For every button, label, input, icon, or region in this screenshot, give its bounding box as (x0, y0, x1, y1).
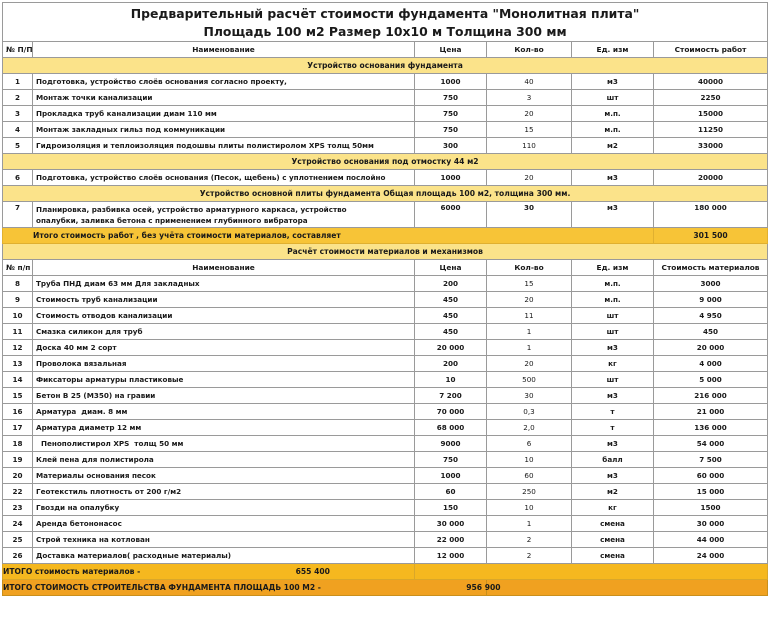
row-price: 750 (415, 122, 487, 138)
row-number: 6 (3, 170, 33, 186)
row-qty: 20 (487, 356, 572, 372)
row-number: 18 (3, 436, 33, 452)
row-qty: 250 (487, 484, 572, 500)
row-name: Доставка материалов( расходные материалы) (33, 548, 415, 564)
row-name-line-1: Планировка, разбивка осей, устройство арматурного каркаса, устройство (36, 204, 347, 214)
row-unit: шт (572, 90, 654, 106)
row-price: 300 (415, 138, 487, 154)
row-name: Монтаж закладных гильз под коммуникации (33, 122, 415, 138)
row-name: Гвозди на опалубку (33, 500, 415, 516)
works-header-row (3, 42, 768, 58)
header-num: № П/П (3, 42, 33, 58)
row-name: Клей пена для полистирола (33, 452, 415, 468)
row-cost: 11250 (654, 122, 768, 138)
table-row (3, 202, 768, 228)
row-price: 10 (415, 372, 487, 388)
header-name: Наименование (33, 42, 415, 58)
row-price: 450 (415, 292, 487, 308)
table-row (3, 420, 768, 436)
row-cost: 180 000 (654, 202, 768, 228)
section-title: Расчёт стоимости материалов и механизмов (3, 244, 768, 260)
table-row (3, 484, 768, 500)
row-price: 750 (415, 452, 487, 468)
header-cost: Стоимость материалов (654, 260, 768, 276)
row-number: 5 (3, 138, 33, 154)
row-cost: 4 000 (654, 356, 768, 372)
table-row (3, 308, 768, 324)
table-row (3, 372, 768, 388)
row-price: 20 000 (415, 340, 487, 356)
row-cost: 3000 (654, 276, 768, 292)
section-row (3, 58, 768, 74)
row-cost: 21 000 (654, 404, 768, 420)
row-number: 23 (3, 500, 33, 516)
row-number: 26 (3, 548, 33, 564)
table-row (3, 452, 768, 468)
section-row (3, 186, 768, 202)
row-qty: 20 (487, 170, 572, 186)
row-cost: 40000 (654, 74, 768, 90)
table-row (3, 90, 768, 106)
materials-total-blank (415, 564, 768, 580)
header-num: № п/п (3, 260, 33, 276)
row-price: 60 (415, 484, 487, 500)
materials-total-row (3, 564, 768, 580)
row-unit: м2 (572, 138, 654, 154)
row-price: 9000 (415, 436, 487, 452)
row-unit: т (572, 420, 654, 436)
row-price: 68 000 (415, 420, 487, 436)
row-qty: 15 (487, 122, 572, 138)
row-number: 8 (3, 276, 33, 292)
row-cost: 60 000 (654, 468, 768, 484)
row-name: Бетон В 25 (М350) на гравии (33, 388, 415, 404)
row-number: 10 (3, 308, 33, 324)
table-row (3, 548, 768, 564)
row-number: 9 (3, 292, 33, 308)
row-cost: 44 000 (654, 532, 768, 548)
row-unit: т (572, 404, 654, 420)
row-name: Пенополистирол XPS толщ 50 мм (33, 436, 415, 452)
row-unit: м2 (572, 484, 654, 500)
row-price: 450 (415, 324, 487, 340)
row-qty: 500 (487, 372, 572, 388)
row-cost: 136 000 (654, 420, 768, 436)
row-qty: 20 (487, 292, 572, 308)
row-name: Монтаж точки канализации (33, 90, 415, 106)
row-price: 6000 (415, 202, 487, 228)
table-row (3, 532, 768, 548)
materials-total-cell (3, 564, 415, 580)
row-price: 200 (415, 356, 487, 372)
row-name: Стоимость труб канализации (33, 292, 415, 308)
row-qty: 0,3 (487, 404, 572, 420)
row-qty: 1 (487, 324, 572, 340)
row-name: Стоимость отводов канализации (33, 308, 415, 324)
works-total-value: 301 500 (654, 228, 768, 244)
row-number: 22 (3, 484, 33, 500)
materials-total-label: ИТОГО стоимость материалов - (3, 566, 141, 576)
row-unit: смена (572, 548, 654, 564)
row-price: 450 (415, 308, 487, 324)
row-price: 1000 (415, 468, 487, 484)
row-name: Арматура диам. 8 мм (33, 404, 415, 420)
table-row (3, 276, 768, 292)
row-cost: 5 000 (654, 372, 768, 388)
row-price: 12 000 (415, 548, 487, 564)
row-qty: 40 (487, 74, 572, 90)
estimate-sheet (2, 2, 767, 596)
row-unit: м3 (572, 202, 654, 228)
row-unit: балл (572, 452, 654, 468)
row-name: Арматура диаметр 12 мм (33, 420, 415, 436)
row-name: Труба ПНД диам 63 мм Для закладных (33, 276, 415, 292)
row-cost: 20 000 (654, 340, 768, 356)
grand-total-cell (3, 580, 501, 596)
grand-total-row (3, 580, 768, 596)
header-name: Наименование (33, 260, 415, 276)
materials-total-value: 655 400 (295, 566, 330, 576)
table-row (3, 324, 768, 340)
row-number: 4 (3, 122, 33, 138)
row-unit: м3 (572, 436, 654, 452)
row-cost: 20000 (654, 170, 768, 186)
row-cost: 9 000 (654, 292, 768, 308)
row-price: 22 000 (415, 532, 487, 548)
title-row (3, 3, 768, 42)
row-cost: 216 000 (654, 388, 768, 404)
row-cost: 7 500 (654, 452, 768, 468)
row-price: 7 200 (415, 388, 487, 404)
section-row (3, 154, 768, 170)
row-qty: 10 (487, 452, 572, 468)
row-unit: м.п. (572, 106, 654, 122)
row-price: 70 000 (415, 404, 487, 420)
row-number: 13 (3, 356, 33, 372)
row-name: Прокладка труб канализации диам 110 мм (33, 106, 415, 122)
row-name: Строй техника на котлован (33, 532, 415, 548)
row-number: 20 (3, 468, 33, 484)
table-row (3, 468, 768, 484)
header-price: Цена (415, 260, 487, 276)
estimate-table (2, 2, 768, 596)
row-unit: шт (572, 308, 654, 324)
table-row (3, 404, 768, 420)
row-qty: 11 (487, 308, 572, 324)
header-qty: Кол-во (487, 42, 572, 58)
section-title: Устройство основной плиты фундамента Общая площадь 100 м2, толщина 300 мм. (3, 186, 768, 202)
row-cost: 33000 (654, 138, 768, 154)
row-unit: м3 (572, 468, 654, 484)
row-name: Смазка силикон для труб (33, 324, 415, 340)
row-number: 16 (3, 404, 33, 420)
row-qty: 3 (487, 90, 572, 106)
grand-total-blank (487, 580, 768, 596)
row-price: 30 000 (415, 516, 487, 532)
row-qty: 20 (487, 106, 572, 122)
row-name: Гидроизоляция и теплоизоляция подошвы плиты полистиролом XPS толщ 50мм (33, 138, 415, 154)
row-name: Доска 40 мм 2 сорт (33, 340, 415, 356)
row-number: 1 (3, 74, 33, 90)
row-name: Подготовка, устройство слоёв основания согласно проекту, (33, 74, 415, 90)
title-line-1: Предварительный расчёт стоимости фундамента "Монолитная плита" (130, 6, 640, 21)
row-name (33, 202, 415, 228)
row-cost: 30 000 (654, 516, 768, 532)
row-price: 200 (415, 276, 487, 292)
row-number: 3 (3, 106, 33, 122)
row-number: 11 (3, 324, 33, 340)
row-unit: смена (572, 516, 654, 532)
row-number: 7 (3, 202, 33, 228)
header-unit: Ед. изм (572, 260, 654, 276)
row-qty: 15 (487, 276, 572, 292)
row-price: 750 (415, 90, 487, 106)
row-number: 2 (3, 90, 33, 106)
grand-total-label: ИТОГО СТОИМОСТЬ СТРОИТЕЛЬСТВА ФУНДАМЕНТА ПЛОЩАДЬ 100 М2 - (3, 582, 321, 592)
row-qty: 1 (487, 340, 572, 356)
row-unit: м.п. (572, 122, 654, 138)
grand-total-value: 956 900 (466, 582, 501, 592)
section-title: Устройство основания под отмостку 44 м2 (3, 154, 768, 170)
header-qty: Кол-во (487, 260, 572, 276)
table-row (3, 388, 768, 404)
row-unit: м3 (572, 74, 654, 90)
row-cost: 15000 (654, 106, 768, 122)
row-number: 12 (3, 340, 33, 356)
row-cost: 24 000 (654, 548, 768, 564)
row-cost: 15 000 (654, 484, 768, 500)
row-unit: кг (572, 500, 654, 516)
table-row (3, 356, 768, 372)
table-row (3, 436, 768, 452)
row-unit: м3 (572, 170, 654, 186)
table-row (3, 74, 768, 90)
row-name: Аренда бетононасос (33, 516, 415, 532)
row-number: 17 (3, 420, 33, 436)
row-name: Подготовка, устройство слоёв основания (Песок, щебень) с уплотнением послойно (33, 170, 415, 186)
title-line-2: Площадь 100 м2 Размер 10х10 м Толщина 300 мм (203, 24, 567, 39)
row-name: Фиксаторы арматуры пластиковые (33, 372, 415, 388)
header-cost: Стоимость работ (654, 42, 768, 58)
row-cost: 1500 (654, 500, 768, 516)
row-number: 19 (3, 452, 33, 468)
row-qty: 30 (487, 388, 572, 404)
row-qty: 6 (487, 436, 572, 452)
page-title (3, 3, 768, 42)
row-number: 14 (3, 372, 33, 388)
row-unit: шт (572, 372, 654, 388)
table-row (3, 340, 768, 356)
table-row (3, 516, 768, 532)
works-total-row (3, 228, 768, 244)
table-row (3, 106, 768, 122)
header-unit: Ед. изм (572, 42, 654, 58)
row-name: Геотекстиль плотность от 200 г/м2 (33, 484, 415, 500)
row-name: Материалы основания песок (33, 468, 415, 484)
row-price: 1000 (415, 170, 487, 186)
row-name: Проволока вязальная (33, 356, 415, 372)
row-qty: 2 (487, 532, 572, 548)
row-unit: м3 (572, 388, 654, 404)
table-row (3, 292, 768, 308)
row-qty: 30 (487, 202, 572, 228)
row-qty: 110 (487, 138, 572, 154)
row-unit: кг (572, 356, 654, 372)
row-unit: шт (572, 324, 654, 340)
row-number: 24 (3, 516, 33, 532)
table-row (3, 122, 768, 138)
row-unit: м3 (572, 340, 654, 356)
row-cost: 4 950 (654, 308, 768, 324)
row-qty: 10 (487, 500, 572, 516)
row-number: 25 (3, 532, 33, 548)
table-row (3, 170, 768, 186)
row-price: 1000 (415, 74, 487, 90)
row-unit: смена (572, 532, 654, 548)
section-row (3, 244, 768, 260)
row-number: 15 (3, 388, 33, 404)
row-cost: 450 (654, 324, 768, 340)
section-title: Устройство основания фундамента (3, 58, 768, 74)
row-cost: 2250 (654, 90, 768, 106)
row-unit: м.п. (572, 292, 654, 308)
row-cost: 54 000 (654, 436, 768, 452)
row-unit: м.п. (572, 276, 654, 292)
table-row (3, 138, 768, 154)
row-name-line-2: опалубки, заливка бетона с применением глубинного вибратора (36, 215, 308, 225)
table-row (3, 500, 768, 516)
works-total-label: Итого стоимость работ , без учёта стоимости материалов, составляет (3, 228, 654, 244)
row-qty: 2,0 (487, 420, 572, 436)
row-qty: 60 (487, 468, 572, 484)
row-qty: 2 (487, 548, 572, 564)
materials-header-row (3, 260, 768, 276)
row-price: 150 (415, 500, 487, 516)
header-price: Цена (415, 42, 487, 58)
row-price: 750 (415, 106, 487, 122)
row-qty: 1 (487, 516, 572, 532)
